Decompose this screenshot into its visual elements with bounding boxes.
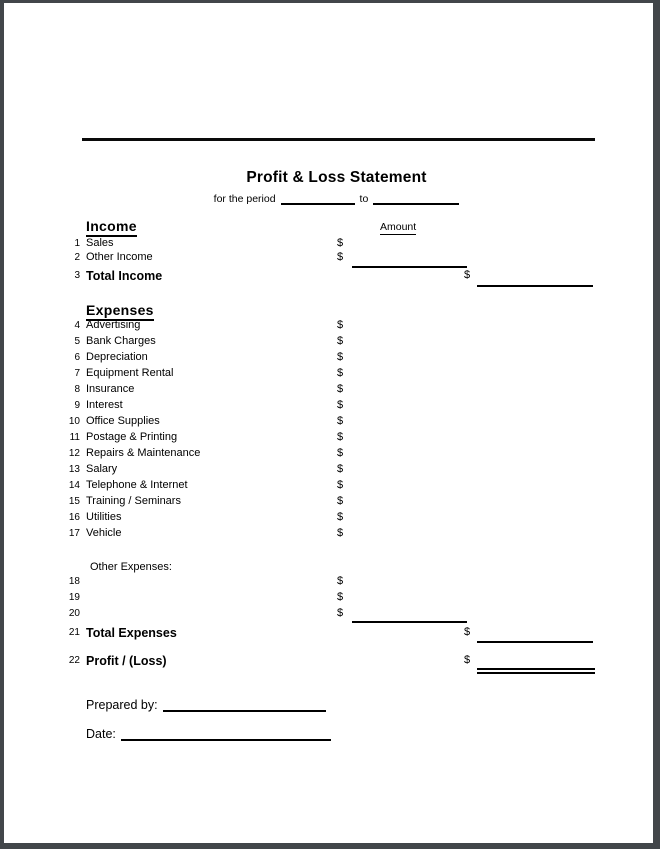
table-row	[4, 399, 653, 413]
date-line	[86, 725, 331, 741]
other-expenses-heading: Other Expenses:	[90, 561, 172, 573]
income-heading: Income	[86, 218, 137, 237]
total-income-row	[4, 269, 653, 283]
table-row	[4, 237, 653, 251]
row-label: Profit / (Loss)	[86, 654, 167, 668]
currency-symbol: $	[337, 575, 344, 587]
row-number: 17	[68, 528, 80, 539]
currency-symbol: $	[337, 511, 344, 523]
header-rule	[82, 138, 595, 141]
row-number: 10	[68, 416, 80, 427]
currency-symbol: $	[464, 654, 471, 666]
row-label: Utilities	[86, 511, 122, 523]
table-row	[4, 319, 653, 333]
table-row	[4, 479, 653, 493]
row-number: 14	[68, 480, 80, 491]
table-row	[4, 431, 653, 445]
row-label: Salary	[86, 463, 118, 475]
row-label: Telephone & Internet	[86, 479, 188, 491]
currency-symbol: $	[337, 607, 344, 619]
row-number: 7	[74, 368, 80, 379]
row-label: Training / Seminars	[86, 495, 181, 507]
currency-symbol: $	[337, 319, 344, 331]
row-number: 11	[69, 432, 80, 443]
prepared-by-field[interactable]	[163, 695, 326, 712]
currency-symbol: $	[337, 335, 344, 347]
row-label: Equipment Rental	[86, 367, 174, 379]
currency-symbol: $	[464, 269, 471, 281]
income-sum-rule	[352, 266, 467, 268]
total-expenses-field[interactable]	[477, 641, 593, 643]
period-end-field[interactable]	[373, 191, 459, 205]
currency-symbol: $	[337, 463, 344, 475]
row-label: Sales	[86, 237, 114, 249]
profit-loss-row	[4, 654, 653, 668]
currency-symbol: $	[337, 351, 344, 363]
row-number: 20	[68, 608, 80, 619]
currency-symbol: $	[337, 447, 344, 459]
currency-symbol: $	[337, 431, 344, 443]
prepared-by-label: Prepared by:	[86, 698, 158, 712]
profit-double-rule	[477, 668, 595, 674]
table-row	[4, 607, 653, 621]
row-number: 22	[68, 655, 80, 666]
row-label: Interest	[86, 399, 123, 411]
row-number: 18	[68, 576, 80, 587]
row-label: Bank Charges	[86, 335, 156, 347]
table-row	[4, 367, 653, 381]
period-start-field[interactable]	[281, 191, 355, 205]
expenses-heading: Expenses	[86, 302, 154, 321]
currency-symbol: $	[337, 591, 344, 603]
row-label: Total Income	[86, 269, 163, 283]
table-row	[4, 351, 653, 365]
amount-column-header: Amount	[380, 221, 417, 233]
row-number: 9	[74, 400, 80, 411]
row-label: Vehicle	[86, 527, 122, 539]
total-expenses-row	[4, 626, 653, 640]
currency-symbol: $	[337, 367, 344, 379]
row-label: Depreciation	[86, 351, 148, 363]
row-number: 15	[68, 496, 80, 507]
row-label: Office Supplies	[86, 415, 160, 427]
table-row	[4, 591, 653, 605]
currency-symbol: $	[337, 383, 344, 395]
row-number: 13	[68, 464, 80, 475]
page-title: Profit & Loss Statement	[246, 169, 427, 186]
currency-symbol: $	[337, 415, 344, 427]
row-number: 6	[74, 352, 80, 363]
currency-symbol: $	[337, 251, 344, 263]
table-row	[4, 251, 653, 265]
row-number: 21	[68, 627, 80, 638]
row-number: 12	[68, 448, 80, 459]
date-field[interactable]	[121, 724, 331, 741]
currency-symbol: $	[337, 527, 344, 539]
currency-symbol: $	[337, 495, 344, 507]
row-label: Repairs & Maintenance	[86, 447, 201, 459]
table-row	[4, 511, 653, 525]
row-label: Total Expenses	[86, 626, 177, 640]
row-number: 16	[68, 512, 80, 523]
table-row	[4, 335, 653, 349]
prepared-by-line	[86, 696, 326, 712]
expenses-sum-rule	[352, 621, 467, 623]
row-label: Advertising	[86, 319, 141, 331]
period-line	[4, 192, 653, 205]
currency-symbol: $	[337, 237, 344, 249]
period-connector-label: to	[359, 193, 369, 205]
table-row	[4, 383, 653, 397]
table-row	[4, 575, 653, 589]
row-number: 8	[74, 384, 80, 395]
table-row	[4, 495, 653, 509]
table-row	[4, 527, 653, 541]
row-label: Other Income	[86, 251, 153, 263]
row-number: 3	[74, 270, 80, 281]
document-page	[4, 3, 653, 843]
row-number: 2	[74, 252, 80, 263]
currency-symbol: $	[337, 399, 344, 411]
table-row	[4, 447, 653, 461]
row-number: 4	[74, 320, 80, 331]
currency-symbol: $	[464, 626, 471, 638]
row-number: 19	[68, 592, 80, 603]
table-row	[4, 415, 653, 429]
currency-symbol: $	[337, 479, 344, 491]
row-label: Insurance	[86, 383, 135, 395]
period-prefix-label: for the period	[213, 193, 276, 205]
date-label: Date:	[86, 727, 116, 741]
row-number: 1	[74, 238, 80, 249]
row-number: 5	[74, 336, 80, 347]
row-label: Postage & Printing	[86, 431, 178, 443]
total-income-field[interactable]	[477, 285, 593, 287]
table-row	[4, 463, 653, 477]
